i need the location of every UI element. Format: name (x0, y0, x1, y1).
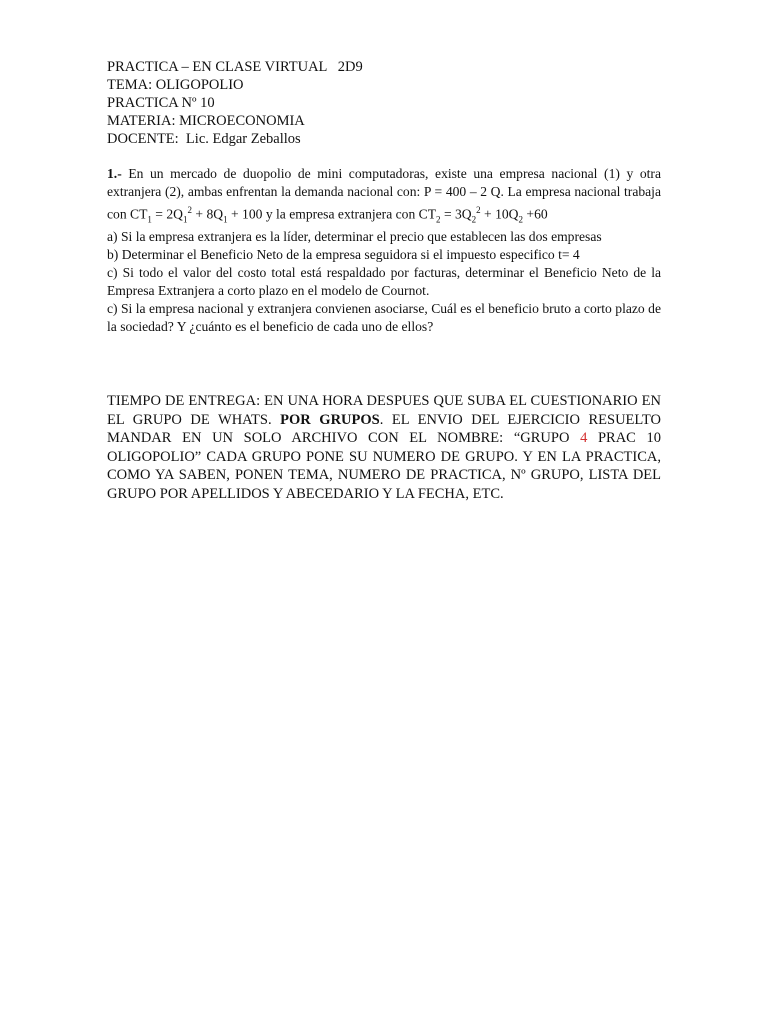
instructions-bold-text: POR GRUPOS (280, 411, 380, 428)
group-number-highlight: 4 (580, 430, 588, 447)
subscript: 1 (147, 214, 152, 225)
header-topic: TEMA: OLIGOPOLIO (107, 77, 244, 93)
document-header (107, 58, 661, 148)
instructions-text: . EL ENVIO DEL EJERCICIO RESUELTO MANDAR EN UN SOLO ARCHIVO CON EL NOMBRE: “GRUPO (107, 411, 661, 447)
equation-part: = 2Q (151, 206, 183, 222)
delivery-instructions (107, 392, 661, 503)
exercise-1 (107, 165, 661, 336)
subscript: 2 (436, 214, 441, 225)
instructions-text: PRAC 10 OLIGOPOLIO” CADA GRUPO PONE SU NUMERO DE GRUPO. Y EN LA PRACTICA, COMO YA SABEN, PONEN TEMA, NUMERO DE PRACTICA, Nº GRUPO, LISTA DEL GRUPO POR APELLIDOS Y ABECEDARIO Y LA FECHA, ETC. (107, 430, 661, 502)
subscript: 2 (471, 214, 477, 225)
superscript: 2 (187, 205, 192, 215)
question-c2: c) Si la empresa nacional y extranjera convienen asociarse, Cuál es el beneficio bruto a corto plazo de la sociedad? Y ¿cuánto es el beneficio de cada uno de ellos? (107, 301, 661, 335)
question-a: a) Si la empresa extranjera es la líder, determinar el precio que establecen las dos empresas (107, 229, 602, 245)
equation-part: + 8Q (191, 206, 224, 222)
equation-part: + 100 y la empresa extranjera con CT (227, 206, 437, 222)
document-page (107, 58, 661, 503)
exercise-number: 1.- (107, 166, 122, 181)
equation-part: = 3Q (440, 206, 472, 222)
header-practice-title: PRACTICA – EN CLASE VIRTUAL 2D9 (107, 59, 363, 75)
header-subject: MATERIA: MICROECONOMIA (107, 113, 305, 129)
superscript: 2 (476, 205, 481, 215)
question-c1: c) Si todo el valor del costo total está respaldado por facturas, determinar el Beneficio Neto de la Empresa Extranjera a corto plazo en el modelo de Cournot. (107, 265, 661, 299)
header-practice-number: PRACTICA Nº 10 (107, 95, 215, 111)
subscript: 1 (182, 214, 188, 225)
question-b: b) Determinar el Beneficio Neto de la empresa seguidora si el impuesto especifico t= 4 (107, 247, 580, 263)
header-teacher: DOCENTE: Lic. Edgar Zeballos (107, 131, 301, 147)
subscript: 1 (223, 214, 228, 225)
exercise-statement (107, 165, 661, 228)
subscript: 2 (518, 214, 523, 225)
instructions-text: TIEMPO DE ENTREGA: EN UNA HORA DESPUES QUE SUBA EL CUESTIONARIO EN EL GRUPO DE WHATS. (107, 393, 661, 428)
statement-text: En un mercado de duopolio de mini computadoras, existe una empresa nacional (1) y otra extranjera (2), ambas enfrentan la demanda nacional con: P = 400 – 2 Q. La empresa nacional trabaja con CT (107, 166, 661, 222)
equation-part: +60 (523, 206, 548, 222)
equation-part: + 10Q (480, 206, 519, 222)
